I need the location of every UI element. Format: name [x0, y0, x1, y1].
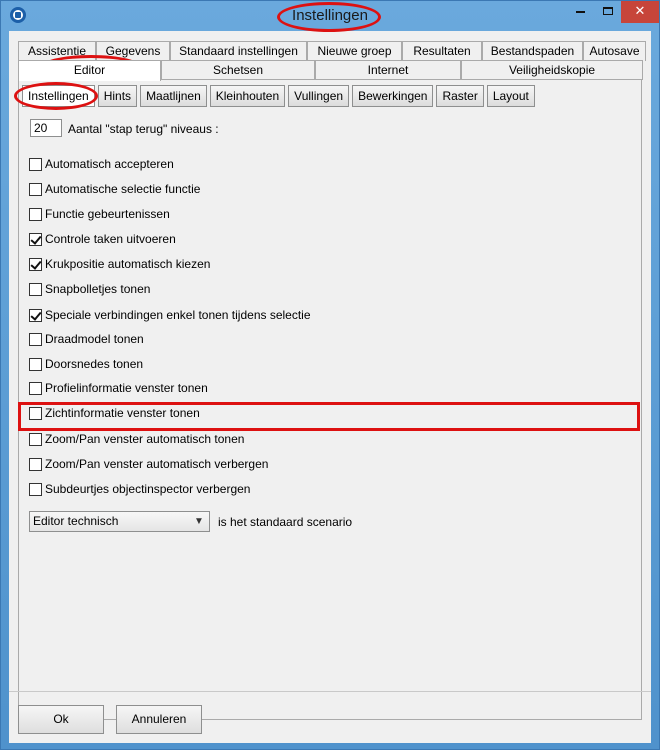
option-label: Subdeurtjes objectinspector verbergen [45, 482, 251, 496]
subtab-maatlijnen[interactable]: Maatlijnen [140, 85, 207, 107]
tab-standaard-instellingen[interactable]: Standaard instellingen [170, 41, 307, 61]
option-zichtinformatie[interactable] [29, 405, 200, 421]
subtab-instellingen[interactable]: Instellingen [22, 85, 95, 107]
option-label: Draadmodel tonen [45, 332, 144, 346]
tabs-top [18, 41, 646, 61]
scenario-label: is het standaard scenario [218, 515, 353, 529]
cancel-button[interactable]: Annuleren [116, 705, 202, 734]
option-zoom-pan-tonen[interactable] [29, 431, 244, 447]
option-label: Controle taken uitvoeren [45, 232, 176, 246]
tab-assistentie[interactable]: Assistentie [18, 41, 96, 61]
subtab-vullingen[interactable]: Vullingen [288, 85, 349, 107]
option-zoom-pan-verbergen[interactable] [29, 456, 268, 472]
dialog-client [9, 31, 651, 743]
option-label: Snapbolletjes tonen [45, 282, 151, 296]
undo-levels-label: Aantal "stap terug" niveaus : [68, 122, 219, 136]
tab-veiligheidskopie[interactable]: Veiligheidskopie [461, 60, 643, 80]
title-bar[interactable] [1, 1, 659, 31]
undo-levels-input[interactable]: 20 [30, 119, 62, 137]
checkbox[interactable] [29, 382, 42, 395]
chevron-down-icon: ▼ [194, 516, 204, 527]
option-snapbolletjes[interactable] [29, 281, 150, 297]
tab-gegevens[interactable]: Gegevens [96, 41, 170, 61]
footer-divider [9, 691, 651, 692]
option-label: Doorsnedes tonen [45, 357, 144, 371]
close-button[interactable] [621, 1, 659, 23]
maximize-icon [603, 7, 613, 15]
checkbox[interactable] [29, 433, 42, 446]
option-label: Profielinformatie venster tonen [45, 381, 208, 395]
option-label: Krukpositie automatisch kiezen [45, 257, 211, 271]
option-subdeurtjes[interactable] [29, 481, 250, 497]
minimize-icon [576, 11, 585, 13]
tab-schetsen[interactable]: Schetsen [161, 60, 315, 80]
option-label: Automatische selectie functie [45, 182, 201, 196]
subtab-hints[interactable]: Hints [98, 85, 137, 107]
editor-tab-panel [18, 79, 642, 720]
subtab-layout[interactable]: Layout [487, 85, 535, 107]
checkbox[interactable] [29, 309, 42, 322]
checkbox[interactable] [29, 283, 42, 296]
option-controle-taken[interactable] [29, 231, 176, 247]
tab-internet[interactable]: Internet [315, 60, 461, 80]
option-functie-gebeurtenissen[interactable] [29, 206, 170, 222]
option-label: Functie gebeurtenissen [45, 207, 170, 221]
checkbox[interactable] [29, 183, 42, 196]
minimize-button[interactable] [567, 1, 594, 23]
subtab-kleinhouten[interactable]: Kleinhouten [210, 85, 285, 107]
checkbox[interactable] [29, 258, 42, 271]
option-label: Speciale verbindingen enkel tonen tijdens selectie [45, 308, 311, 322]
option-draadmodel[interactable] [29, 331, 144, 347]
tab-editor[interactable]: Editor [18, 60, 161, 81]
checkbox[interactable] [29, 358, 42, 371]
option-label: Zoom/Pan venster automatisch tonen [45, 432, 245, 446]
window-title: Instellingen [292, 7, 368, 24]
option-krukpositie[interactable] [29, 256, 210, 272]
checkbox[interactable] [29, 458, 42, 471]
tab-nieuwe-groep[interactable]: Nieuwe groep [307, 41, 402, 61]
option-automatische-selectie[interactable] [29, 181, 200, 197]
ok-button[interactable]: Ok [18, 705, 104, 734]
scenario-select[interactable] [29, 511, 210, 532]
checkbox[interactable] [29, 158, 42, 171]
option-automatisch-accepteren[interactable] [29, 156, 174, 172]
tabs-second [18, 60, 643, 80]
option-profielinformatie[interactable] [29, 380, 208, 396]
checkbox[interactable] [29, 208, 42, 221]
option-label: Automatisch accepteren [45, 157, 174, 171]
tab-autosave[interactable]: Autosave [583, 41, 646, 61]
option-speciale-verbindingen[interactable] [29, 307, 311, 323]
scenario-selected: Editor technisch [33, 514, 119, 528]
tab-bestandspaden[interactable]: Bestandspaden [482, 41, 583, 61]
option-doorsnedes[interactable] [29, 356, 143, 372]
option-label: Zichtinformatie venster tonen [45, 406, 200, 420]
checkbox[interactable] [29, 407, 42, 420]
tab-resultaten[interactable]: Resultaten [402, 41, 482, 61]
maximize-button[interactable] [594, 1, 621, 23]
subtab-raster[interactable]: Raster [436, 85, 483, 107]
subtab-bewerkingen[interactable]: Bewerkingen [352, 85, 433, 107]
close-icon: ✕ [634, 3, 646, 18]
checkbox[interactable] [29, 333, 42, 346]
editor-subtabs [22, 85, 535, 107]
checkbox[interactable] [29, 483, 42, 496]
checkbox[interactable] [29, 233, 42, 246]
option-label: Zoom/Pan venster automatisch verbergen [45, 457, 269, 471]
